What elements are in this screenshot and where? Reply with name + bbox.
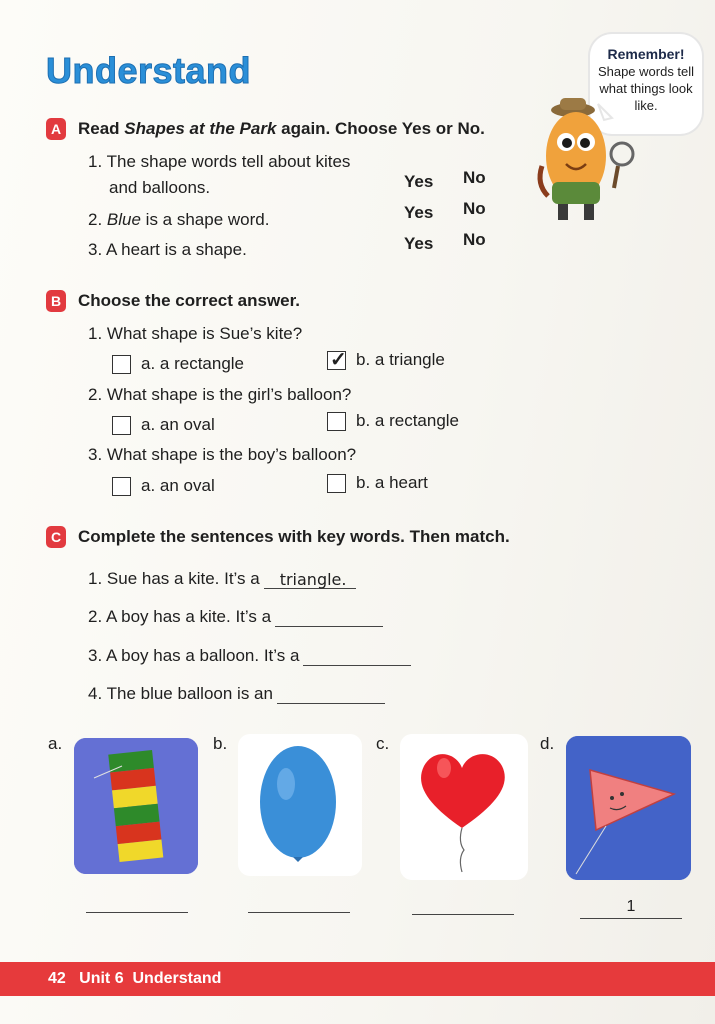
picture-c-label: c. (376, 734, 390, 753)
potato-mascot-illustration (528, 96, 640, 228)
footer-section: Understand (132, 970, 222, 987)
c3-answer-blank[interactable] (303, 647, 411, 666)
picture-d-label: d. (540, 734, 555, 753)
picture-c-heart-balloon[interactable] (400, 734, 528, 880)
remember-body: Shape words tell what things look like. (597, 64, 695, 113)
a1-no[interactable]: No (463, 168, 486, 187)
triangle-kite-image (566, 736, 691, 880)
picture-a-label: a. (48, 734, 63, 753)
a-item-1-cont: and balloons. (109, 178, 211, 197)
blue-oval-balloon-image (238, 734, 362, 876)
picture-d-answer-line[interactable]: 1 (580, 898, 682, 919)
a3-no[interactable]: No (463, 230, 486, 249)
picture-c-answer-line[interactable] (412, 894, 514, 915)
section-b-instruction: Choose the correct answer. (78, 291, 301, 310)
a1-yes[interactable]: Yes (404, 172, 434, 191)
a-item-2: 2. Blue is a shape word. (88, 210, 270, 229)
section-c-heading (46, 526, 510, 548)
c1-answer-blank[interactable]: triangle. (264, 570, 357, 589)
b-question-1: 1. What shape is Sue’s kite? (88, 324, 303, 343)
section-a-instruction: Read Shapes at the Park again. Choose Yes or No. (78, 119, 485, 138)
c-item-3: 3. A boy has a balloon. It’s a (88, 646, 411, 666)
b1-option-b[interactable]: ✓ b. a triangle (327, 350, 445, 370)
a2-no[interactable]: No (463, 199, 486, 218)
page-number: 42 (48, 970, 66, 987)
picture-a-rectangle-kite[interactable] (74, 738, 198, 874)
picture-b-oval-balloon[interactable] (238, 734, 362, 876)
page-title: Understand (46, 50, 252, 91)
picture-a-answer-line[interactable] (86, 892, 188, 913)
section-a-heading (46, 118, 485, 140)
red-heart-balloon-image (400, 734, 528, 880)
b2b-checkbox[interactable] (327, 412, 346, 431)
b2a-checkbox[interactable] (112, 416, 131, 435)
picture-b-answer-line[interactable] (248, 892, 350, 913)
b3-option-b[interactable]: b. a heart (327, 473, 428, 493)
remember-title: Remember! (607, 46, 685, 62)
a3-yes[interactable]: Yes (404, 234, 434, 253)
b2-option-b[interactable]: b. a rectangle (327, 411, 459, 431)
section-c-instruction: Complete the sentences with key words. Then match. (78, 527, 510, 546)
section-a-badge: A (46, 118, 66, 140)
picture-b-label: b. (213, 734, 228, 753)
footer-text (48, 970, 221, 988)
b3-option-a[interactable]: a. an oval (112, 476, 215, 496)
footer-unit: Unit 6 (79, 970, 124, 987)
b-question-3: 3. What shape is the boy’s balloon? (88, 445, 357, 464)
section-b-heading (46, 290, 300, 312)
b1a-checkbox[interactable] (112, 355, 131, 374)
b2-option-a[interactable]: a. an oval (112, 415, 215, 435)
b1-option-a[interactable]: a. a rectangle (112, 354, 244, 374)
c-item-2: 2. A boy has a kite. It’s a (88, 607, 383, 627)
checkmark-icon: ✓ (330, 348, 347, 371)
section-c-badge: C (46, 526, 66, 548)
c4-answer-blank[interactable] (277, 685, 385, 704)
section-b-badge: B (46, 290, 66, 312)
b3a-checkbox[interactable] (112, 477, 131, 496)
picture-d-triangle-kite[interactable] (566, 736, 691, 880)
a-item-1: 1. The shape words tell about kites (88, 152, 351, 171)
c-item-4: 4. The blue balloon is an (88, 684, 385, 704)
b1b-checkbox[interactable] (327, 348, 347, 371)
a-item-3: 3. A heart is a shape. (88, 240, 247, 259)
b3b-checkbox[interactable] (327, 474, 346, 493)
c2-answer-blank[interactable] (275, 608, 383, 627)
a2-yes[interactable]: Yes (404, 203, 434, 222)
rectangle-kite-image (74, 738, 198, 874)
b-question-2: 2. What shape is the girl’s balloon? (88, 385, 352, 404)
c-item-1: 1. Sue has a kite. It’s a triangle. (88, 569, 356, 589)
